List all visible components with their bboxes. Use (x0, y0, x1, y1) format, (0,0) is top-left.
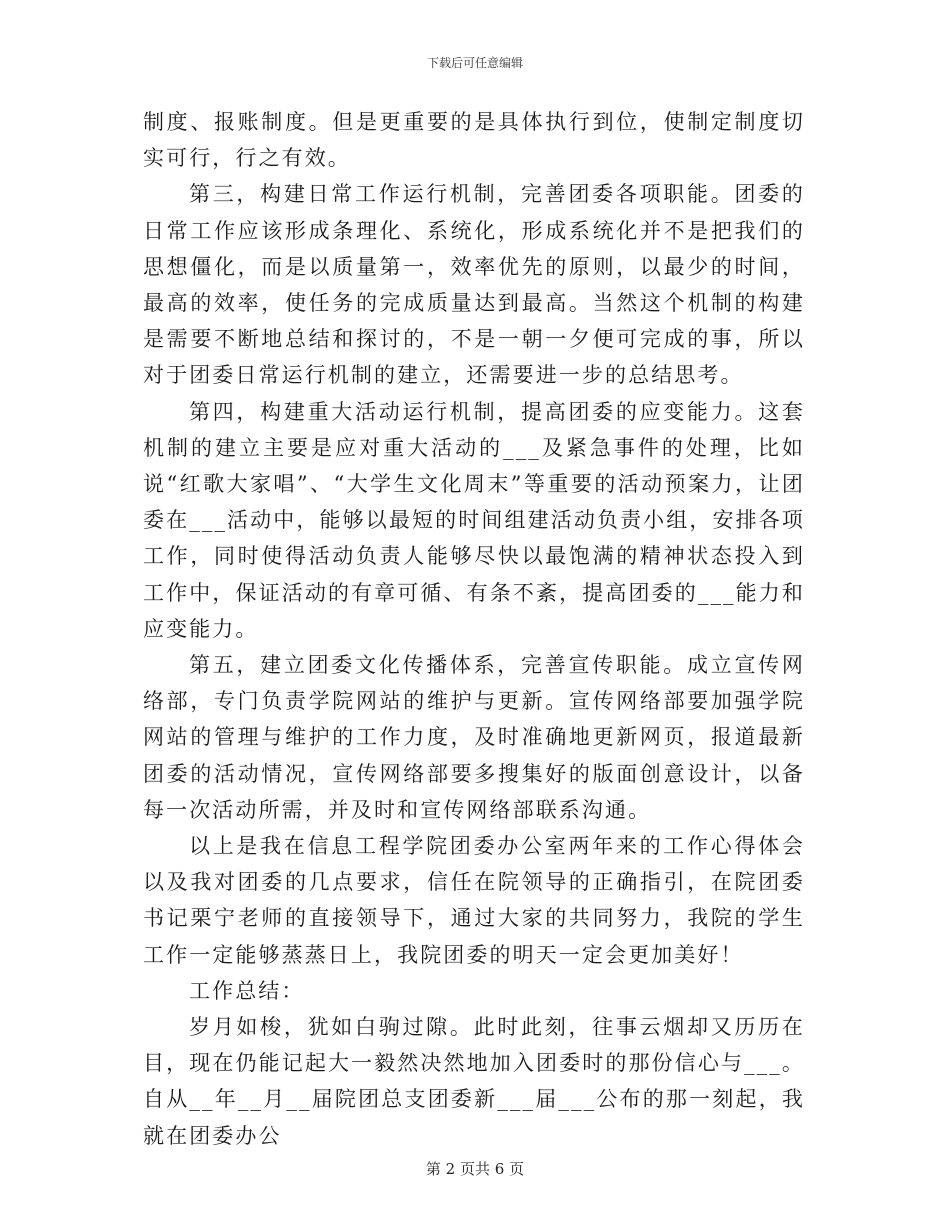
paragraph: 制度、报账制度。但是更重要的是具体执行到位，使制定制度切实可行，行之有效。 (143, 110, 805, 171)
paragraph: 第五，建立团委文化传播体系，完善宣传职能。成立宣传网络部，专门负责学院网站的维护与更新。宣传网络部要加强学院网站的管理与维护的工作力度，及时准确地更新网页，报道最新团委的活动情况，宣传网络部要多搜集好的版面创意设计，以备每一次活动所需，并及时和宣传网络部联系沟通。 (143, 653, 805, 822)
paragraph: 以上是我在信息工程学院团委办公室两年来的工作心得体会以及我对团委的几点要求，信任在院领导的正确指引，在院团委书记栗宁老师的直接领导下，通过大家的共同努力，我院的学生工作一定能够蒸蒸日上，我院团委的明天一定会更加美好！ (143, 834, 805, 967)
document-body (143, 104, 805, 1154)
page-header: 下载后可任意编辑 (426, 56, 523, 70)
section-heading: 工作总结： (189, 978, 305, 1003)
page-footer: 第 2 页共 6 页 (425, 1160, 525, 1178)
paragraph: 第三，构建日常工作运行机制，完善团委各项职能。团委的日常工作应该形成条理化、系统化，形成系统化并不是把我们的思想僵化，而是以质量第一，效率优先的原则，以最少的时间，最高的效率，使任务的完成质量达到最高。当然这个机制的构建是需要不断地总结和探讨的，不是一朝一夕便可完成的事，所以对于团委日常运行机制的建立，还需要进一步的总结思考。 (143, 182, 805, 388)
paragraph: 岁月如梭，犹如白驹过隙。此时此刻，往事云烟却又历历在目，现在仍能记起大一毅然决然地加入团委时的那份信心与___。自从__年__月__届院团总支团委新___届___公布的那一刻起，我就在团委办公 (143, 1015, 805, 1148)
paragraph: 第四，构建重大活动运行机制，提高团委的应变能力。这套机制的建立主要是应对重大活动的___及紧急事件的处理，比如说“红歌大家唱”、“大学生文化周末”等重要的活动预案力，让团委在___活动中，能够以最短的时间组建活动负责小组，安排各项工作，同时使得活动负责人能够尽快以最饱满的精神状态投入到工作中，保证活动的有章可循、有条不紊，提高团委的___能力和应变能力。 (143, 399, 805, 641)
